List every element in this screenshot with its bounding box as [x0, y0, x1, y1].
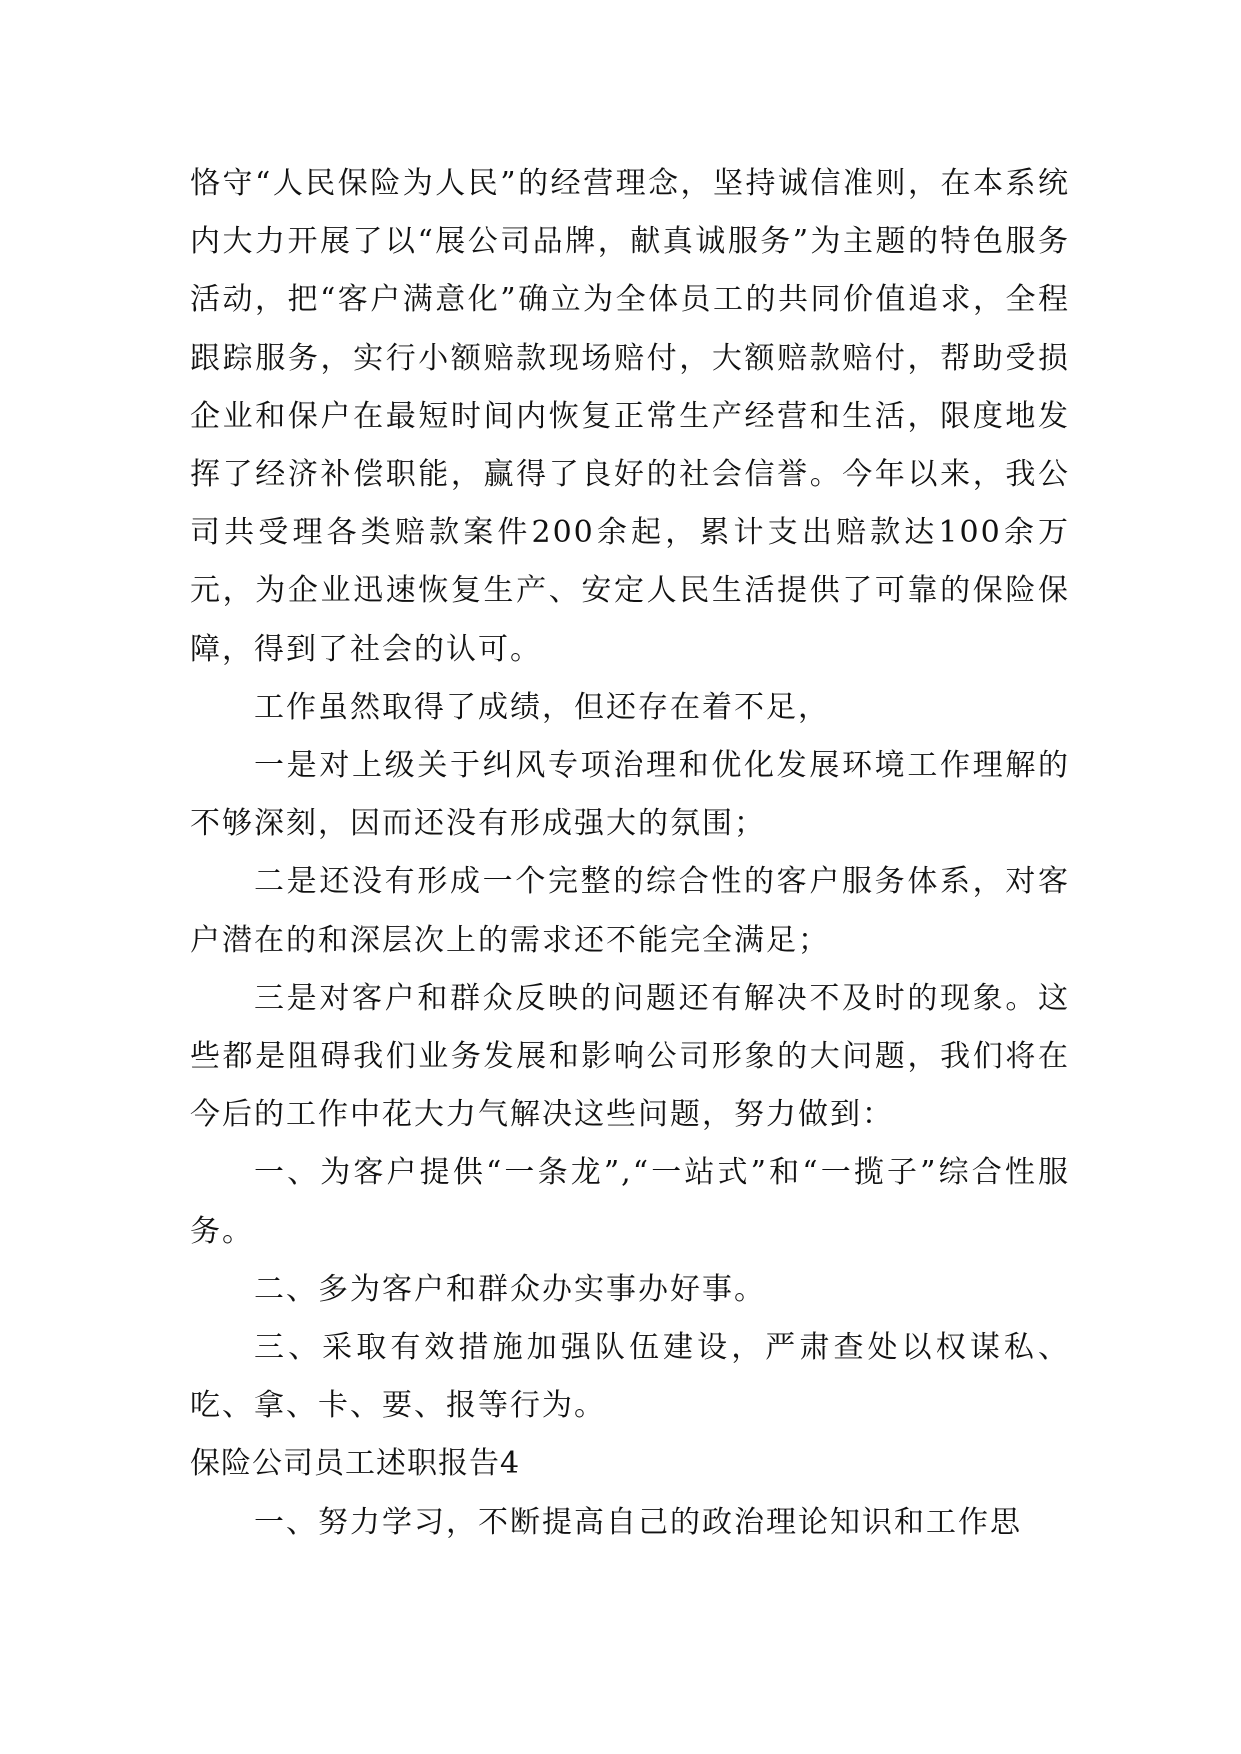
paragraph-4: 二是还没有形成一个完整的综合性的客户服务体系，对客户潜在的和深层次上的需求还不能完全满足；: [190, 864, 1070, 958]
document-body: [190, 155, 1070, 1552]
paragraph-9: 一、努力学习，不断提高自己的政治理论知识和工作思: [254, 1504, 1022, 1540]
paragraph-8: 三、采取有效措施加强队伍建设，严肃查处以权谋私、吃、拿、卡、要、报等行为。: [190, 1330, 1070, 1424]
paragraph-5: 三是对客户和群众反映的问题还有解决不及时的现象。这些都是阻碍我们业务发展和影响公司形象的大问题，我们将在今后的工作中花大力气解决这些问题，努力做到：: [190, 980, 1070, 1133]
paragraph-6: 一、为客户提供“一条龙”,“一站式”和“一揽子”综合性服务。: [190, 1155, 1070, 1249]
section-title: 保险公司员工述职报告4: [190, 1446, 521, 1482]
paragraph-7: 二、多为客户和群众办实事办好事。: [254, 1271, 766, 1307]
paragraph-2: 工作虽然取得了成绩，但还存在着不足，: [254, 689, 830, 725]
paragraph-3: 一是对上级关于纠风专项治理和优化发展环境工作理解的不够深刻，因而还没有形成强大的氛围；: [190, 748, 1070, 842]
paragraph-1: 恪守“人民保险为人民”的经营理念，坚持诚信准则，在本系统内大力开展了以“展公司品牌，献真诚服务”为主题的特色服务活动，把“客户满意化”确立为全体员工的共同价值追求，全程跟踪服务，实行小额赔款现场赔付，大额赔款赔付，帮助受损企业和保户在最短时间内恢复正常生产经营和生活，限度地发挥了经济补偿职能，赢得了良好的社会信誉。今年以来，我公司共受理各类赔款案件200余起，累计支出赔款达100余万元，为企业迅速恢复生产、安定人民生活提供了可靠的保险保障，得到了社会的认可。: [190, 166, 1070, 667]
